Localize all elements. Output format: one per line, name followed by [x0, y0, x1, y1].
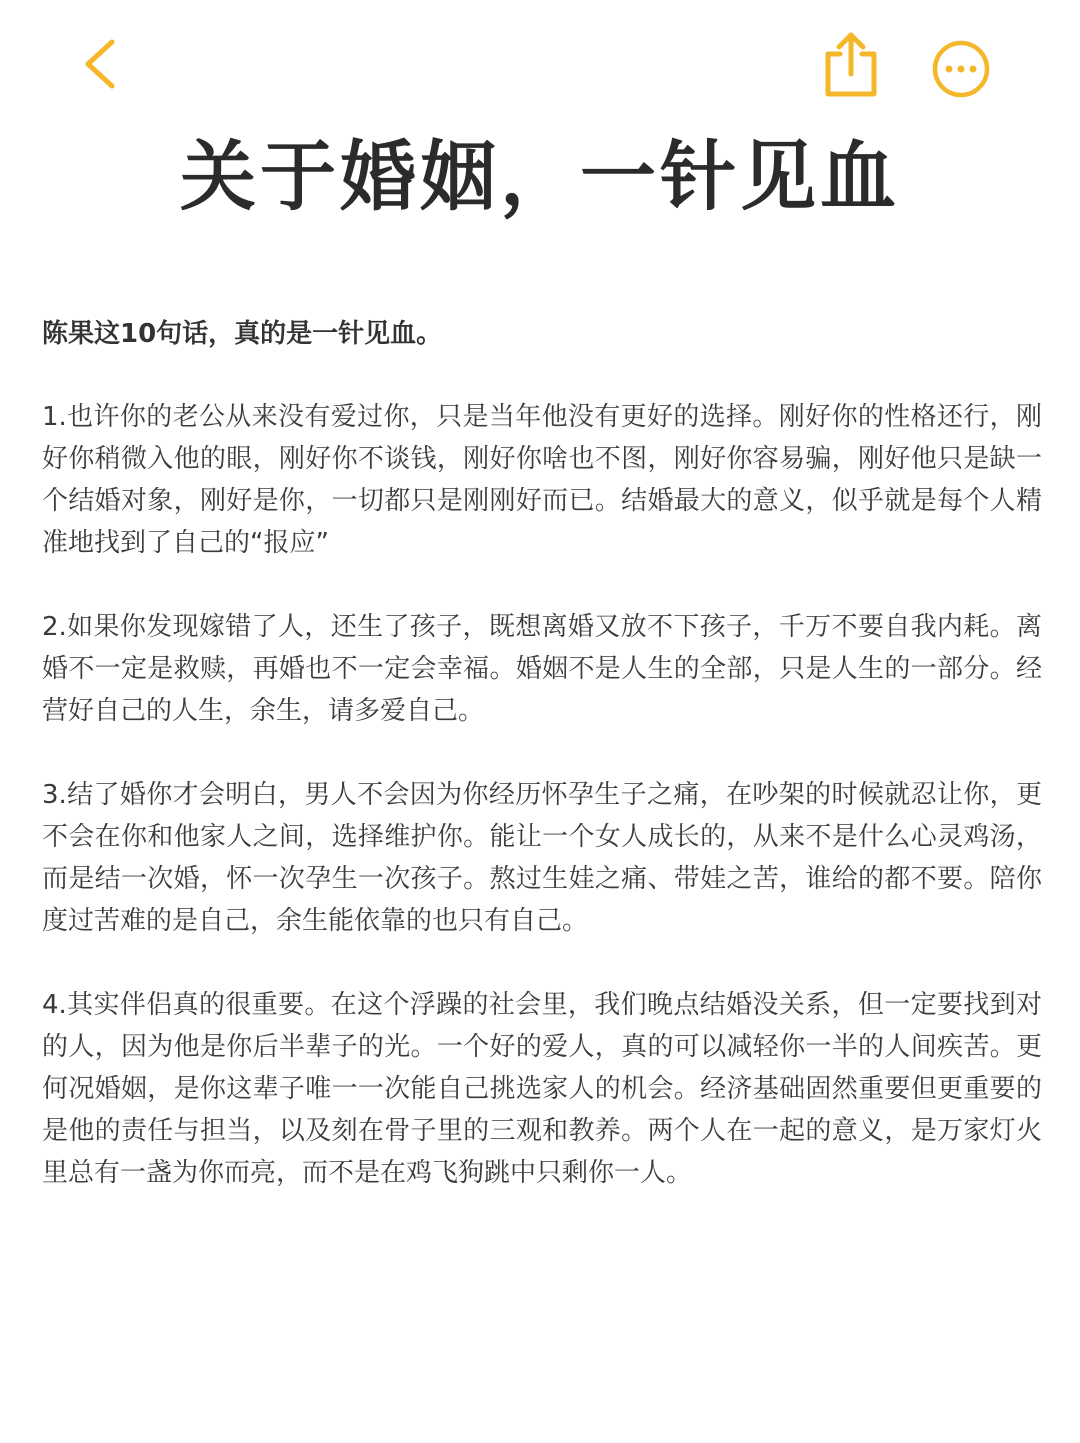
article-lead: 陈果这10句话，真的是一针见血。 — [42, 319, 443, 349]
top-nav-bar — [0, 0, 1080, 120]
chevron-left-icon — [70, 34, 130, 94]
more-button[interactable] — [928, 36, 994, 102]
share-icon — [818, 28, 884, 100]
share-button[interactable] — [818, 28, 884, 100]
paragraph-4: 4.其实伴侣真的很重要。在这个浮躁的社会里，我们晚点结婚没关系，但一定要找到对的人，因为他是你后半辈子的光。一个好的爱人，真的可以减轻你一半的人间疾苦。更何况婚姻，是你这辈子唯一一次能自己挑选家人的机会。经济基础固然重要但更重要的是他的责任与担当，以及刻在骨子里的三观和教养。两个人在一起的意义，是万家灯火里总有一盏为你而亮，而不是在鸡飞狗跳中只剩你一人。 — [42, 990, 1042, 1188]
paragraph-2: 2.如果你发现嫁错了人，还生了孩子，既想离婚又放不下孩子，千万不要自我内耗。离婚不一定是救赎，再婚也不一定会幸福。婚姻不是人生的全部，只是人生的一部分。经营好自己的人生，余生，请多爱自己。 — [42, 612, 1042, 726]
paragraph-1: 1.也许你的老公从来没有爱过你，只是当年他没有更好的选择。刚好你的性格还行，刚好你稍微入他的眼，刚好你不谈钱，刚好你啥也不图，刚好你容易骗，刚好他只是缺一个结婚对象，刚好是你，一切都只是刚刚好而已。结婚最大的意义，似乎就是每个人精准地找到了自己的“报应” — [42, 402, 1042, 558]
back-button[interactable] — [70, 34, 130, 94]
article-body — [42, 312, 1042, 1236]
paragraph-3: 3.结了婚你才会明白，男人不会因为你经历怀孕生子之痛，在吵架的时候就忍让你，更不会在你和他家人之间，选择维护你。能让一个女人成长的，从来不是什么心灵鸡汤，而是结一次婚，怀一次孕生一次孩子。熬过生娃之痛、带娃之苦，谁给的都不要。陪你度过苦难的是自己，余生能依靠的也只有自己。 — [42, 780, 1042, 936]
article-title: 关于婚姻，一针见血 — [180, 132, 900, 221]
more-icon — [928, 36, 994, 102]
